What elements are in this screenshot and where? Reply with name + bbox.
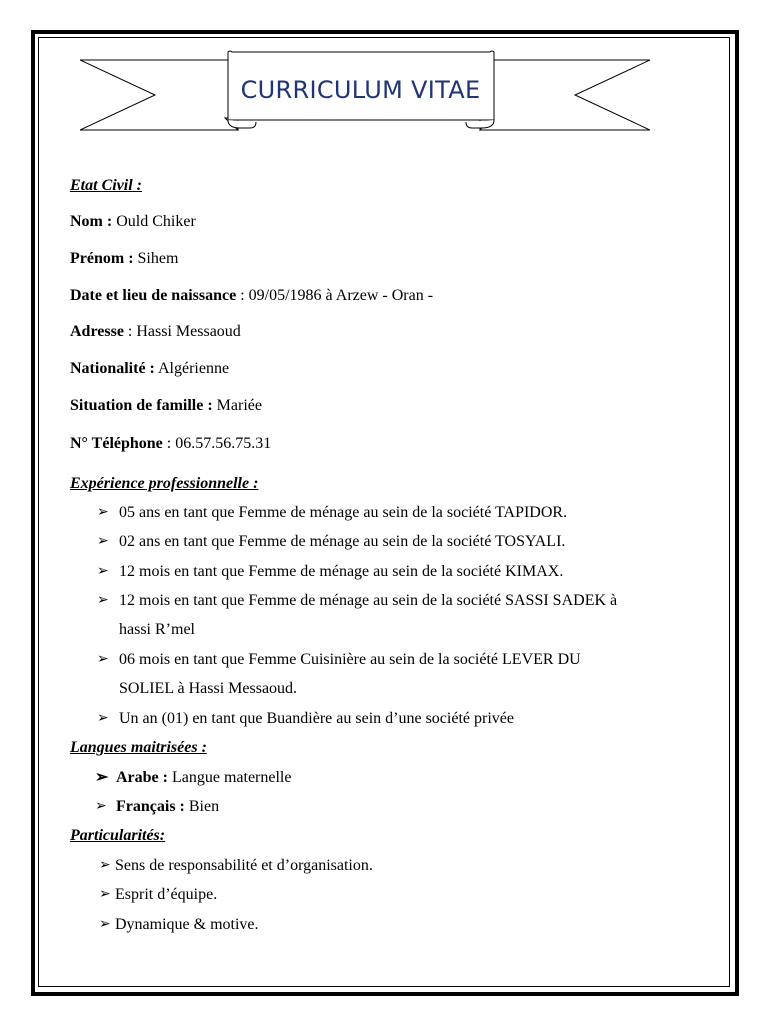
field-value: Algérienne bbox=[158, 360, 230, 377]
field-value: Ould Chiker bbox=[116, 213, 196, 230]
language-level: Langue maternelle bbox=[171, 769, 292, 786]
field-label: Adresse bbox=[70, 323, 124, 340]
arrowhead-bullet-icon: ➢ bbox=[97, 711, 109, 726]
field-value: Sihem bbox=[137, 250, 179, 267]
field-prenom bbox=[70, 249, 178, 269]
language-level: Bien bbox=[188, 798, 220, 815]
arrowhead-bullet-icon: ➢ bbox=[97, 534, 109, 549]
experience-item: 12 mois en tant que Femme de ménage au sein de la société SASSI SADEK à bbox=[119, 592, 618, 609]
arrowhead-bullet-icon: ➢ bbox=[97, 593, 109, 608]
quality-item: Sens de responsabilité et d’organisation. bbox=[115, 857, 373, 874]
field-nationalite bbox=[70, 359, 229, 379]
quality-item: Esprit d’équipe. bbox=[115, 886, 218, 903]
experience-item: 05 ans en tant que Femme de ménage au sein de la société TAPIDOR. bbox=[119, 504, 568, 521]
arrowhead-bullet-icon: ➢ bbox=[95, 799, 107, 814]
experience-item: 06 mois en tant que Femme Cuisinière au sein de la société LEVER DU bbox=[119, 651, 581, 668]
field-label: Nationalité : bbox=[70, 360, 155, 377]
language-label: Français : bbox=[116, 798, 185, 815]
language-item-arabe bbox=[116, 768, 291, 788]
arrowhead-bullet-icon: ➢ bbox=[99, 917, 111, 932]
field-nom bbox=[70, 212, 196, 232]
arrowhead-bullet-icon: ➢ bbox=[97, 564, 109, 579]
language-label: Arabe : bbox=[116, 769, 168, 786]
arrowhead-bullet-icon: ➢ bbox=[97, 652, 109, 667]
field-situation bbox=[70, 396, 262, 416]
field-telephone bbox=[70, 434, 271, 454]
banner-title: CURRICULUM VITAE bbox=[240, 76, 481, 104]
field-value: : 09/05/1986 à Arzew - Oran - bbox=[240, 287, 434, 304]
arrowhead-bullet-icon: ➢ bbox=[99, 858, 111, 873]
experience-item: 02 ans en tant que Femme de ménage au sein de la société TOSYALI. bbox=[119, 533, 566, 550]
field-value: : 06.57.56.75.31 bbox=[166, 435, 272, 452]
field-value: Mariée bbox=[216, 397, 262, 414]
experience-item-continuation: SOLIEL à Hassi Messaoud. bbox=[119, 680, 298, 697]
arrowhead-bullet-icon: ➢ bbox=[97, 505, 109, 520]
field-label: Date et lieu de naissance bbox=[70, 287, 237, 304]
field-label: N° Téléphone bbox=[70, 435, 163, 452]
section-heading-etat-civil: Etat Civil : bbox=[70, 177, 142, 194]
section-heading-langues: Langues maitrisées : bbox=[70, 739, 207, 756]
arrowhead-bullet-icon: ➢ bbox=[95, 769, 109, 786]
field-value: : Hassi Messaoud bbox=[127, 323, 241, 340]
language-item-francais bbox=[116, 797, 219, 817]
field-label: Situation de famille : bbox=[70, 397, 213, 414]
quality-item: Dynamique & motive. bbox=[115, 916, 259, 933]
section-heading-particularites: Particularités: bbox=[70, 827, 166, 844]
experience-item: Un an (01) en tant que Buandière au sein d’une société privée bbox=[119, 710, 514, 727]
field-adresse bbox=[70, 322, 241, 342]
arrowhead-bullet-icon: ➢ bbox=[99, 887, 111, 902]
experience-item: 12 mois en tant que Femme de ménage au sein de la société KIMAX. bbox=[119, 563, 564, 580]
field-label: Prénom : bbox=[70, 250, 134, 267]
field-label: Nom : bbox=[70, 213, 113, 230]
experience-item-continuation: hassi R’mel bbox=[119, 621, 195, 638]
field-naissance bbox=[70, 286, 433, 306]
section-heading-experience: Expérience professionnelle : bbox=[70, 475, 259, 492]
